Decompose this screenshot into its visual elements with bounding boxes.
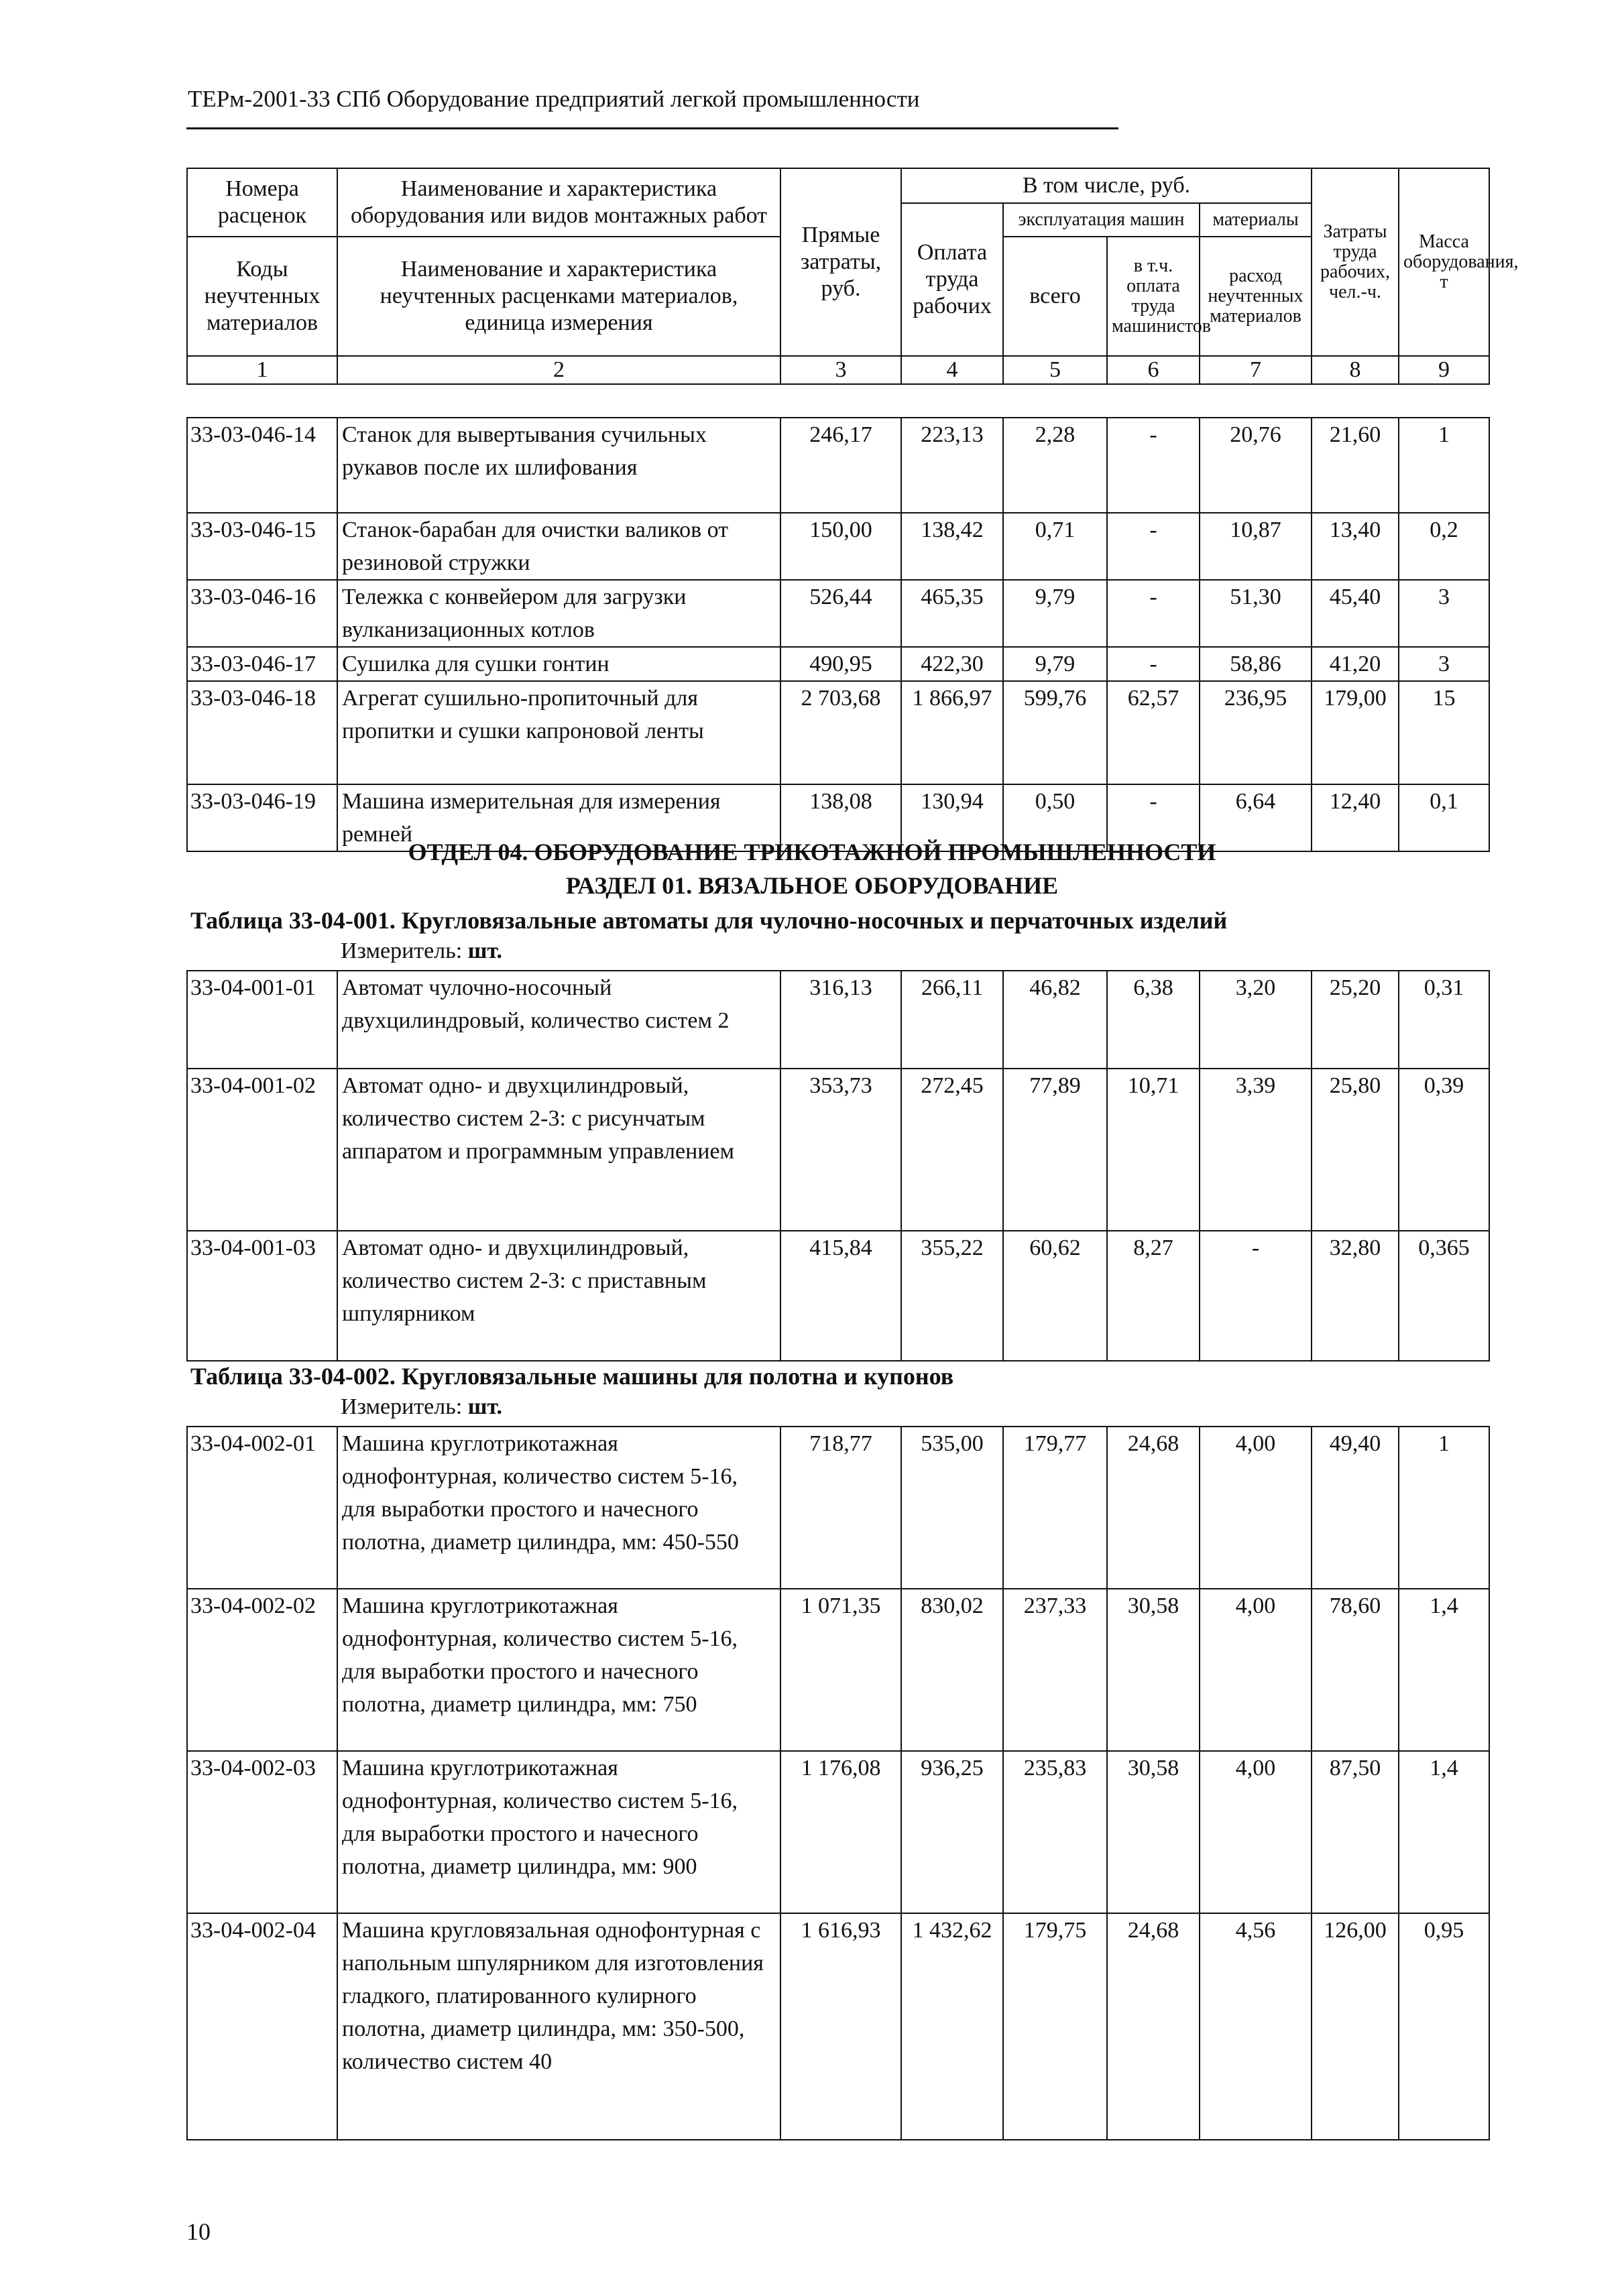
section-heading: РАЗДЕЛ 01. ВЯЗАЛЬНОЕ ОБОРУДОВАНИЕ — [565, 872, 1059, 899]
direct-cost: 526,44 — [780, 580, 901, 647]
meter-unit: шт. — [467, 1394, 503, 1419]
table-row — [187, 1069, 1489, 1231]
rate-name: Станок для вывертывания сучильных рукавов после их шлифования — [337, 418, 780, 513]
table-row — [187, 513, 1489, 580]
labor-pay: 465,35 — [901, 580, 1003, 647]
materials: 4,00 — [1200, 1589, 1312, 1751]
machines-total: 599,76 — [1003, 681, 1107, 784]
machinists-pay: - — [1107, 580, 1200, 647]
equipment-mass: 0,365 — [1399, 1231, 1489, 1361]
machinists-pay: - — [1107, 418, 1200, 513]
rate-code: 33-04-001-03 — [187, 1231, 337, 1361]
labor-hours: 45,40 — [1312, 580, 1399, 647]
machinists-pay: 24,68 — [1107, 1427, 1200, 1589]
rate-code: 33-04-001-01 — [187, 971, 337, 1069]
col2-header-bottom: Наименование и характеристика неучтенных расценками материалов, единица измерения — [337, 237, 780, 356]
labor-pay: 130,94 — [901, 784, 1003, 851]
labor-hours: 21,60 — [1312, 418, 1399, 513]
machinists-pay: 62,57 — [1107, 681, 1200, 784]
col2-header-top: Наименование и характеристика оборудования или видов монтажных работ — [337, 168, 780, 237]
table-row — [187, 580, 1489, 647]
labor-hours: 25,20 — [1312, 971, 1399, 1069]
rate-code: 33-03-046-19 — [187, 784, 337, 851]
labor-hours: 25,80 — [1312, 1069, 1399, 1231]
rates-table-33-04-001 — [186, 970, 1490, 1362]
meter-label: Измеритель: — [341, 939, 463, 963]
materials: 4,00 — [1200, 1751, 1312, 1913]
table-row — [187, 1751, 1489, 1913]
machinists-pay: 30,58 — [1107, 1589, 1200, 1751]
machines-total: 46,82 — [1003, 971, 1107, 1069]
table-row — [187, 418, 1489, 513]
col-number: 4 — [901, 356, 1003, 384]
machinists-pay: 30,58 — [1107, 1751, 1200, 1913]
equipment-mass: 0,2 — [1399, 513, 1489, 580]
department-heading: ОТДЕЛ 04. ОБОРУДОВАНИЕ ТРИКОТАЖНОЙ ПРОМЫШЛЕННОСТИ — [408, 839, 1216, 865]
col5-header: всего — [1003, 237, 1107, 356]
rate-code: 33-03-046-16 — [187, 580, 337, 647]
table2-meter — [341, 1394, 502, 1420]
table-row — [187, 681, 1489, 784]
labor-hours: 179,00 — [1312, 681, 1399, 784]
materials: - — [1200, 1231, 1312, 1361]
machines-total: 77,89 — [1003, 1069, 1107, 1231]
labor-hours: 12,40 — [1312, 784, 1399, 851]
labor-pay: 355,22 — [901, 1231, 1003, 1361]
table-row — [187, 1589, 1489, 1751]
rate-name: Тележка с конвейером для загрузки вулканизационных котлов — [337, 580, 780, 647]
col4-header: Оплата труда рабочих — [901, 203, 1003, 356]
labor-pay: 936,25 — [901, 1751, 1003, 1913]
materials: 51,30 — [1200, 580, 1312, 647]
machinists-pay: 24,68 — [1107, 1913, 1200, 2140]
equipment-mass: 1 — [1399, 418, 1489, 513]
labor-pay: 830,02 — [901, 1589, 1003, 1751]
direct-cost: 1 616,93 — [780, 1913, 901, 2140]
rate-code: 33-03-046-14 — [187, 418, 337, 513]
materials: 10,87 — [1200, 513, 1312, 580]
rate-code: 33-04-002-01 — [187, 1427, 337, 1589]
labor-hours: 87,50 — [1312, 1751, 1399, 1913]
rate-name: Машина круглотрикотажная однофонтурная, количество систем 5-16, для выработки простого и начесного полотна, диаметр цилиндра, мм: 900 — [337, 1751, 780, 1913]
machines-total: 237,33 — [1003, 1589, 1107, 1751]
direct-cost: 246,17 — [780, 418, 901, 513]
col7-header: расход неучтенных материалов — [1200, 237, 1312, 356]
direct-cost: 316,13 — [780, 971, 901, 1069]
rate-name: Агрегат сушильно-пропиточный для пропитки и сушки капроновой ленты — [337, 681, 780, 784]
header-rule — [186, 127, 1118, 129]
rates-table-033 — [186, 417, 1490, 852]
machinists-pay: 10,71 — [1107, 1069, 1200, 1231]
column-header-table — [186, 168, 1519, 385]
meter-unit: шт. — [467, 939, 503, 963]
rate-name: Сушилка для сушки гонтин — [337, 647, 780, 681]
labor-hours: 13,40 — [1312, 513, 1399, 580]
col8-header: Затраты труда рабочих, чел.-ч. — [1312, 168, 1399, 356]
labor-pay: 223,13 — [901, 418, 1003, 513]
equipment-mass: 1,4 — [1399, 1751, 1489, 1913]
col9-header: Масса оборудования, т — [1399, 168, 1489, 356]
rate-name: Машина кругловязальная однофонтурная с напольным шпулярником для изготовления гладкого, платированного кулирного полотна, диаметр цилиндра, мм: 350-500, количество систем 40 — [337, 1913, 780, 2140]
rate-name: Машина измерительная для измерения ремней — [337, 784, 780, 851]
rate-code: 33-03-046-15 — [187, 513, 337, 580]
direct-cost: 353,73 — [780, 1069, 901, 1231]
table2-title: Таблица 33-04-002. Кругловязальные машины для полотна и купонов — [190, 1363, 954, 1390]
table-row — [187, 647, 1489, 681]
machines-total: 0,71 — [1003, 513, 1107, 580]
machinists-pay: - — [1107, 784, 1200, 851]
incl-header: В том числе, руб. — [901, 168, 1312, 203]
materials: 58,86 — [1200, 647, 1312, 681]
equipment-mass: 0,39 — [1399, 1069, 1489, 1231]
labor-pay: 422,30 — [901, 647, 1003, 681]
equipment-mass: 0,31 — [1399, 971, 1489, 1069]
table-row — [187, 1913, 1489, 2140]
machinists-pay: 8,27 — [1107, 1231, 1200, 1361]
col-number: 8 — [1312, 356, 1399, 384]
equipment-mass: 1,4 — [1399, 1589, 1489, 1751]
equipment-mass: 0,95 — [1399, 1913, 1489, 2140]
col-number: 2 — [337, 356, 780, 384]
equipment-mass: 1 — [1399, 1427, 1489, 1589]
rates-table-33-04-002 — [186, 1426, 1490, 2140]
rate-name: Машина круглотрикотажная однофонтурная, количество систем 5-16, для выработки простого и начесного полотна, диаметр цилиндра, мм: 450-550 — [337, 1427, 780, 1589]
machines-total: 60,62 — [1003, 1231, 1107, 1361]
machines-total: 0,50 — [1003, 784, 1107, 851]
rate-name: Автомат чулочно-носочный двухцилиндровый, количество систем 2 — [337, 971, 780, 1069]
meter-label: Измеритель: — [341, 1394, 463, 1419]
labor-pay: 535,00 — [901, 1427, 1003, 1589]
page-header-title: ТЕРм-2001-33 СПб Оборудование предприятий легкой промышленности — [188, 86, 920, 112]
col1-header-top: Номера расценок — [187, 168, 337, 237]
machines-total: 2,28 — [1003, 418, 1107, 513]
labor-pay: 272,45 — [901, 1069, 1003, 1231]
materials: 3,39 — [1200, 1069, 1312, 1231]
materials-header: материалы — [1200, 203, 1312, 237]
page-number: 10 — [186, 2218, 211, 2245]
direct-cost: 2 703,68 — [780, 681, 901, 784]
equipment-mass: 3 — [1399, 647, 1489, 681]
rate-code: 33-04-002-03 — [187, 1751, 337, 1913]
table1-title: Таблица 33-04-001. Кругловязальные автоматы для чулочно-носочных и перчаточных изделий — [190, 907, 1228, 934]
col-number: 6 — [1107, 356, 1200, 384]
materials: 236,95 — [1200, 681, 1312, 784]
direct-cost: 415,84 — [780, 1231, 901, 1361]
labor-hours: 78,60 — [1312, 1589, 1399, 1751]
materials: 3,20 — [1200, 971, 1312, 1069]
col-number: 9 — [1399, 356, 1489, 384]
labor-hours: 32,80 — [1312, 1231, 1399, 1361]
table1-meter — [341, 939, 502, 964]
rate-code: 33-03-046-18 — [187, 681, 337, 784]
rate-code: 33-04-002-02 — [187, 1589, 337, 1751]
machines-total: 9,79 — [1003, 647, 1107, 681]
labor-pay: 1 432,62 — [901, 1913, 1003, 2140]
labor-pay: 266,11 — [901, 971, 1003, 1069]
labor-hours: 126,00 — [1312, 1913, 1399, 2140]
col-number: 5 — [1003, 356, 1107, 384]
equipment-mass: 0,1 — [1399, 784, 1489, 851]
rate-code: 33-04-001-02 — [187, 1069, 337, 1231]
col6-header: в т.ч. оплата труда машинистов — [1107, 237, 1200, 356]
col-number: 1 — [187, 356, 337, 384]
direct-cost: 150,00 — [780, 513, 901, 580]
table-row — [187, 1427, 1489, 1589]
rate-name: Машина круглотрикотажная однофонтурная, количество систем 5-16, для выработки простого и начесного полотна, диаметр цилиндра, мм: 750 — [337, 1589, 780, 1751]
machinists-pay: - — [1107, 647, 1200, 681]
table-row — [187, 1231, 1489, 1361]
rate-name: Автомат одно- и двухцилиндровый, количество систем 2-3: с приставным шпулярником — [337, 1231, 780, 1361]
col3-header: Прямые затраты, руб. — [780, 168, 901, 356]
materials: 6,64 — [1200, 784, 1312, 851]
direct-cost: 718,77 — [780, 1427, 901, 1589]
rate-name: Автомат одно- и двухцилиндровый, количество систем 2-3: с рисунчатым аппаратом и программным управлением — [337, 1069, 780, 1231]
machinists-pay: - — [1107, 513, 1200, 580]
machines-header: эксплуатация машин — [1003, 203, 1200, 237]
direct-cost: 1 071,35 — [780, 1589, 901, 1751]
equipment-mass: 3 — [1399, 580, 1489, 647]
rate-code: 33-04-002-04 — [187, 1913, 337, 2140]
table-row — [187, 971, 1489, 1069]
rate-code: 33-03-046-17 — [187, 647, 337, 681]
equipment-mass: 15 — [1399, 681, 1489, 784]
rate-name: Станок-барабан для очистки валиков от резиновой стружки — [337, 513, 780, 580]
labor-hours: 41,20 — [1312, 647, 1399, 681]
machines-total: 9,79 — [1003, 580, 1107, 647]
direct-cost: 1 176,08 — [780, 1751, 901, 1913]
col-number: 3 — [780, 356, 901, 384]
machines-total: 179,75 — [1003, 1913, 1107, 2140]
direct-cost: 490,95 — [780, 647, 901, 681]
machines-total: 179,77 — [1003, 1427, 1107, 1589]
machines-total: 235,83 — [1003, 1751, 1107, 1913]
materials: 4,56 — [1200, 1913, 1312, 2140]
col-number: 7 — [1200, 356, 1312, 384]
direct-cost: 138,08 — [780, 784, 901, 851]
col1-header-bottom: Коды неучтенных материалов — [187, 237, 337, 356]
labor-pay: 138,42 — [901, 513, 1003, 580]
materials: 20,76 — [1200, 418, 1312, 513]
materials: 4,00 — [1200, 1427, 1312, 1589]
machinists-pay: 6,38 — [1107, 971, 1200, 1069]
labor-hours: 49,40 — [1312, 1427, 1399, 1589]
labor-pay: 1 866,97 — [901, 681, 1003, 784]
